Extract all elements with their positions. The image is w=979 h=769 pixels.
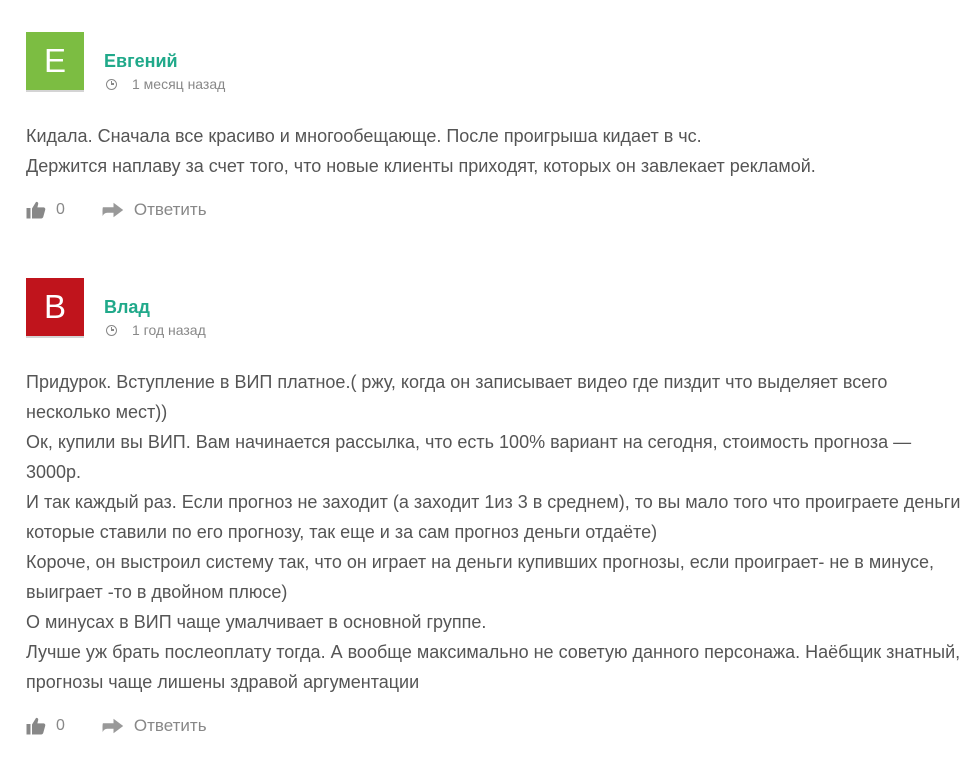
comment (26, 278, 961, 741)
like-count: 0 (56, 717, 65, 734)
author-name[interactable]: Влад (104, 297, 150, 317)
comment-line: И так каждый раз. Если прогноз не заходит (а заходит 1из 3 в среднем), то вы мало того что проиграете деньги которые ставили по его прогнозу, так еще и за сам прогноз деньги отдаёте) (26, 492, 961, 542)
comment-text (26, 121, 961, 181)
comment-actions (26, 711, 961, 741)
comment-meta (106, 322, 206, 338)
comment-header (26, 278, 961, 340)
comment-line: Лучше уж брать послеоплату тогда. А вообще максимально не советую данного персонажа. Наёбщик знатный, прогнозы чаще лишены здравой аргументации (26, 642, 961, 692)
comment-line: Придурок. Вступление в ВИП платное.( ржу, когда он записывает видео где пиздит что выделяет всего несколько мест)) (26, 372, 888, 422)
comment-line: Кидала. Сначала все красиво и многообещающе. После проигрыша кидает в чс. (26, 126, 702, 146)
like-button[interactable] (26, 717, 65, 735)
comment (26, 32, 961, 225)
comment-time: 1 год назад (132, 322, 206, 338)
thumbs-up-icon (26, 717, 46, 735)
comment-line: Держится наплаву за счет того, что новые клиенты приходят, которых он завлекает рекламой. (26, 156, 816, 176)
reply-label: Ответить (133, 716, 207, 735)
comment-time: 1 месяц назад (132, 76, 226, 92)
avatar: В (26, 278, 84, 338)
avatar: Е (26, 32, 84, 92)
clock-icon (106, 79, 117, 90)
comment-header (26, 32, 961, 94)
comment-text (26, 367, 961, 697)
comment-line: Ок, купили вы ВИП. Вам начинается рассылка, что есть 100% вариант на сегодня, стоимость прогноза — 3000р. (26, 432, 912, 482)
thumbs-up-icon (26, 201, 46, 219)
reply-label: Ответить (133, 200, 207, 219)
like-count: 0 (56, 201, 65, 218)
reply-button[interactable] (102, 716, 207, 736)
comment-line: Короче, он выстроил систему так, что он играет на деньги купивших прогнозы, если проиграет- не в минусе, выиграет -то в двойном плюсе) (26, 552, 935, 602)
reply-button[interactable] (102, 200, 207, 220)
comment-actions (26, 195, 961, 225)
comment-line: О минусах в ВИП чаще умалчивает в основной группе. (26, 612, 487, 632)
reply-arrow-icon (102, 202, 124, 218)
author-name[interactable]: Евгений (104, 51, 178, 71)
clock-icon (106, 325, 117, 336)
reply-arrow-icon (102, 718, 124, 734)
like-button[interactable] (26, 201, 65, 219)
comment-meta (106, 76, 225, 92)
